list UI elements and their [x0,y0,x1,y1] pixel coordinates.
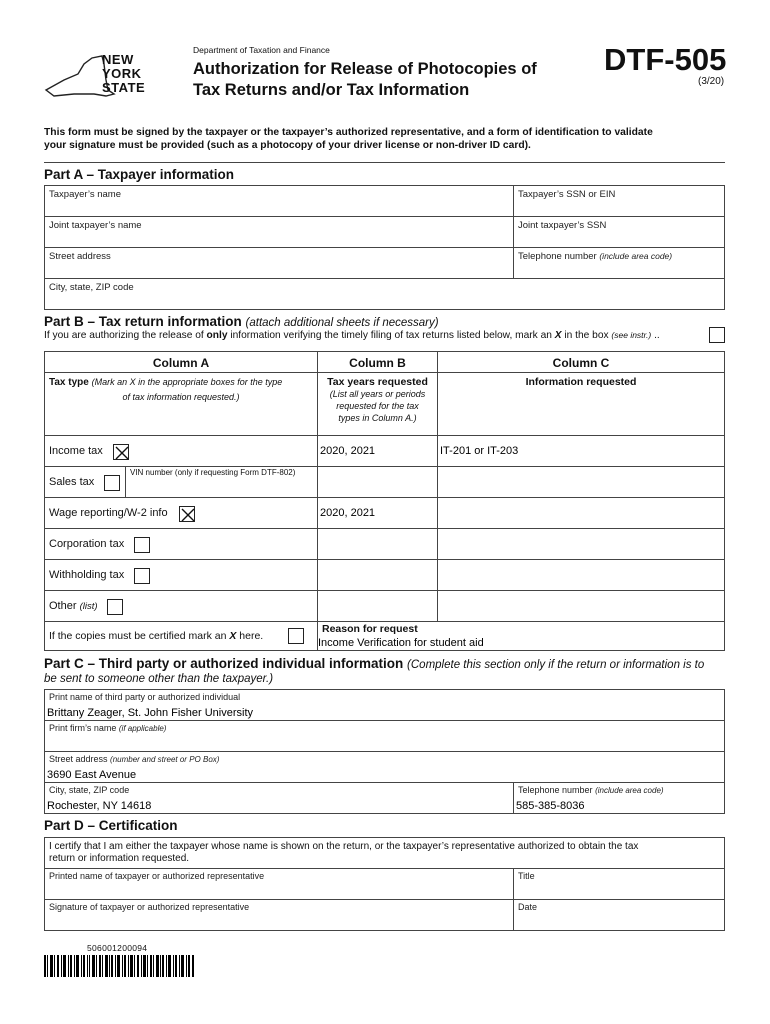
income-tax-info-field[interactable] [437,435,725,467]
third-party-street-value: 3690 East Avenue [47,769,137,781]
wage-reporting-years-value: 2020, 2021 [320,507,376,519]
corporation-tax-label: Corporation tax [49,538,125,550]
tax-years-header-cell [317,372,438,436]
telephone-field[interactable] [513,247,725,279]
instr-dots: .. [651,330,660,341]
logo-line-3: STATE [102,80,146,95]
firm-name-label-note: (if applicable) [118,724,167,733]
column-a-header: Column A [44,351,318,373]
third-party-name-label: Print name of third party or authorized individual [49,692,241,702]
signature-field[interactable] [44,899,514,931]
signature-label: Signature of taxpayer or authorized representative [49,902,250,912]
department-name: Department of Taxation and Finance [193,45,330,55]
wage-reporting-years-field[interactable] [317,497,438,529]
part-b-heading-note: (attach additional sheets if necessary) [245,317,439,329]
instr-x: X [554,330,562,341]
wage-reporting-check-x-icon [180,507,196,523]
title-field[interactable] [513,868,725,900]
sales-tax-label: Sales tax [49,476,95,488]
corporation-tax-info-field[interactable] [437,528,725,560]
sales-tax-cell [44,466,318,498]
street-address-label: Street address [49,251,111,262]
taxpayer-ssn-label: Taxpayer’s SSN or EIN [518,189,616,200]
wage-reporting-cell [44,497,318,529]
corporation-tax-checkbox[interactable] [134,537,150,553]
third-party-street-label-text: Street address [49,754,108,764]
wage-reporting-checkbox[interactable] [179,506,195,522]
city-state-zip-field[interactable] [44,278,725,310]
nys-logo [44,50,154,104]
city-state-zip-label: City, state, ZIP code [49,282,134,293]
third-party-phone-label-text: Telephone number [518,785,593,795]
form-title-line-2: Tax Returns and/or Tax Information [193,81,470,99]
reason-label: Reason for request [322,623,418,635]
printed-name-field[interactable] [44,868,514,900]
withholding-tax-checkbox[interactable] [134,568,150,584]
income-tax-checkbox[interactable] [113,444,129,460]
intro-line-2: your signature must be provided (such as a photocopy of your driver license or non-driver ID card). [44,140,531,151]
telephone-label [518,251,672,262]
title-label: Title [518,871,535,881]
sales-tax-info-field[interactable] [437,466,725,498]
third-party-street-label-note: (number and street or PO Box) [110,755,220,764]
instr-bold: only [206,330,228,341]
instr-see: (see instr.) [611,330,652,340]
info-requested-header: Information requested [525,376,637,388]
third-party-phone-label-note: (include area code) [595,786,664,795]
income-tax-years-value: 2020, 2021 [320,445,376,457]
part-c-heading-note-1: (Complete this section only if the return or information is to [407,659,705,671]
other-tax-years-field[interactable] [317,590,438,622]
vin-number-label: VIN number (only if requesting Form DTF-802) [130,468,296,477]
part-d-heading: Part D – Certification [44,818,178,833]
tax-type-bold: Tax type [49,377,89,388]
other-tax-info-field[interactable] [437,590,725,622]
tax-type-note-2: of tax information requested.) [122,392,240,402]
certified-post: here. [236,630,264,642]
certified-copies-checkbox[interactable] [288,628,304,644]
tax-years-note-1: (List all years or periods [329,389,426,399]
form-number: DTF-505 [604,42,727,77]
third-party-phone-value: 585-385-8036 [516,800,585,812]
third-party-phone-field[interactable] [513,782,725,814]
joint-ssn-label: Joint taxpayer’s SSN [518,220,607,231]
firm-name-field[interactable] [44,720,725,752]
income-tax-check-x-icon [114,445,130,461]
certified-copies-label [49,630,263,642]
income-tax-years-field[interactable] [317,435,438,467]
form-revision-date: (3/20) [698,76,725,87]
firm-name-label [49,723,166,733]
part-b-heading [44,314,439,329]
withholding-tax-years-field[interactable] [317,559,438,591]
barcode-number: 506001200094 [87,943,148,953]
column-b-header: Column B [317,351,438,373]
logo-line-2: YORK [102,66,142,81]
certification-statement-box [44,837,725,869]
form-title-line-1: Authorization for Release of Photocopies of [193,60,537,78]
tax-years-bold: Tax years requested [327,376,428,388]
part-c-heading-text: Part C – Third party or authorized individual information [44,656,404,671]
part-a-heading: Part A – Taxpayer information [44,167,235,182]
instr-pre: If you are authorizing the release of [44,330,207,341]
intro-line-1: This form must be signed by the taxpayer or the taxpayer’s authorized representative, and a form of identification to validate [44,127,653,138]
taxpayer-name-label: Taxpayer’s name [49,189,121,200]
third-party-street-field[interactable] [44,751,725,783]
third-party-name-value: Brittany Zeager, St. John Fisher University [47,707,254,719]
firm-name-label-text: Print firm’s name [49,723,117,733]
certification-statement-line-1: I certify that I am either the taxpayer whose name is shown on the return, or the taxpayer’s representative authorized to obtain the tax [49,841,639,852]
third-party-street-label [49,754,219,764]
tax-years-note-3: types in Column A.) [338,413,417,423]
intro-divider [44,162,725,163]
tax-type-note-1: (Mark an X in the appropriate boxes for the type [91,377,283,387]
vin-number-box[interactable] [125,466,319,499]
certified-copies-cell [44,621,318,651]
withholding-tax-info-field[interactable] [437,559,725,591]
instr-mid: information verifying the timely filing of tax returns listed below, mark an [227,330,555,341]
wage-reporting-label: Wage reporting/W-2 info [49,507,168,519]
tax-years-note-2: requested for the tax [336,401,419,411]
wage-reporting-info-field[interactable] [437,497,725,529]
other-tax-checkbox[interactable] [107,599,123,615]
telephone-label-text: Telephone number [518,251,597,262]
income-tax-info-value: IT-201 or IT-203 [440,445,519,457]
barcode-icon [44,955,194,977]
third-party-phone-label [518,785,664,795]
certified-x: X [229,630,237,642]
sales-tax-checkbox[interactable] [104,475,120,491]
certification-statement-line-2: return or information requested. [49,853,190,864]
other-tax-label [49,600,98,612]
logo-line-1: NEW [102,52,134,67]
part-b-instruction [44,330,660,341]
income-tax-cell [44,435,318,467]
third-party-city-value: Rochester, NY 14618 [47,800,152,812]
instr-post: in the box [561,330,612,341]
column-c-header: Column C [437,351,725,373]
sales-tax-years-field[interactable] [317,466,438,498]
other-tax-label-text: Other [49,600,77,612]
date-label: Date [518,902,538,912]
printed-name-label: Printed name of taxpayer or authorized representative [49,871,265,881]
part-c-heading [44,656,704,671]
other-tax-label-note: (list) [79,601,98,612]
tax-type-header [49,377,282,388]
reason-for-request-field[interactable] [317,621,725,651]
tax-type-header-cell [44,372,318,436]
taxpayer-name-field[interactable] [44,185,514,217]
withholding-tax-label: Withholding tax [49,569,125,581]
timely-filing-only-checkbox[interactable] [709,327,725,343]
part-b-heading-text: Part B – Tax return information [44,314,242,329]
part-c-heading-note-2: be sent to someone other than the taxpayer.) [44,673,274,685]
other-tax-cell [44,590,318,622]
joint-taxpayer-ssn-field[interactable] [513,216,725,248]
joint-name-label: Joint taxpayer’s name [49,220,142,231]
corporation-tax-cell [44,528,318,560]
certified-pre: If the copies must be certified mark an [49,630,230,642]
income-tax-label: Income tax [49,445,103,457]
info-requested-header-cell [437,372,725,436]
third-party-city-field[interactable] [44,782,514,814]
third-party-city-label: City, state, ZIP code [49,785,130,795]
date-field[interactable] [513,899,725,931]
telephone-label-note: (include area code) [599,251,673,261]
joint-taxpayer-name-field[interactable] [44,216,514,248]
withholding-tax-cell [44,559,318,591]
third-party-name-field[interactable] [44,689,725,721]
reason-value: Income Verification for student aid [318,637,484,649]
corporation-tax-years-field[interactable] [317,528,438,560]
taxpayer-ssn-field[interactable] [513,185,725,217]
street-address-field[interactable] [44,247,514,279]
